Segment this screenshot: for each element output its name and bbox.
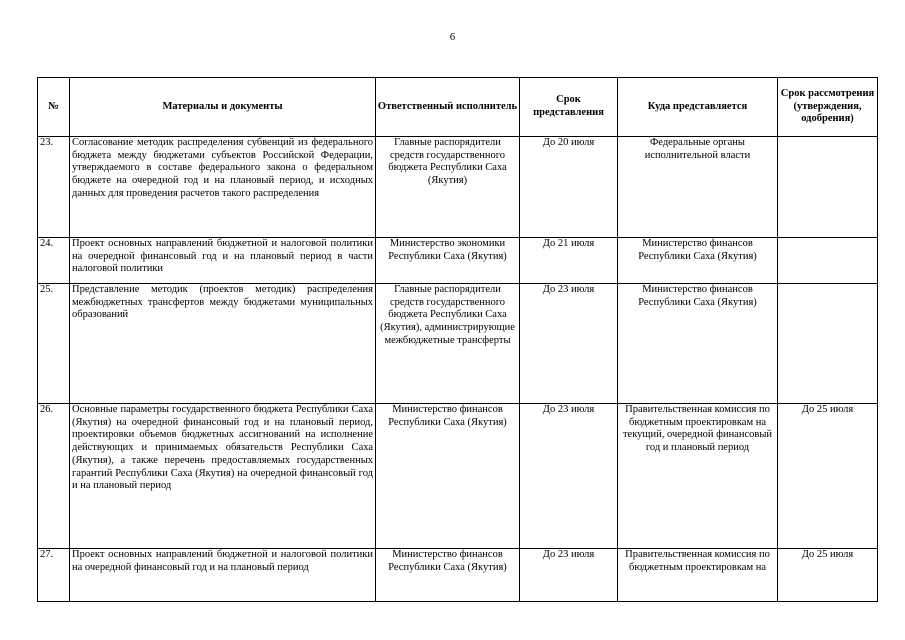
table-row xyxy=(38,238,878,284)
row-responsible: Министерство экономики Республики Саха (Якутия) xyxy=(376,238,520,284)
header-responsible: Ответственный исполнитель xyxy=(376,78,520,137)
row-responsible: Министерство финансов Республики Саха (Якутия) xyxy=(376,404,520,549)
table-row xyxy=(38,284,878,404)
table-header-row xyxy=(38,78,878,137)
table-row xyxy=(38,549,878,602)
table-row xyxy=(38,137,878,238)
row-destination: Федеральные органы исполнительной власти xyxy=(618,137,778,238)
row-destination: Министерство финансов Республики Саха (Якутия) xyxy=(618,238,778,284)
row-deadline: До 23 июля xyxy=(520,549,618,602)
row-review xyxy=(778,137,878,238)
row-number: 26. xyxy=(38,404,70,549)
row-number: 24. xyxy=(38,238,70,284)
row-deadline: До 21 июля xyxy=(520,238,618,284)
row-responsible: Министерство финансов Республики Саха (Якутия) xyxy=(376,549,520,602)
row-number: 23. xyxy=(38,137,70,238)
row-deadline: До 23 июля xyxy=(520,284,618,404)
page-number: 6 xyxy=(449,32,456,43)
budget-schedule-table xyxy=(37,77,878,602)
header-materials: Материалы и документы xyxy=(70,78,376,137)
row-review: До 25 июля xyxy=(778,549,878,602)
row-destination: Правительственная комиссия по бюджетным проектировкам на текущий, очередной финансовый год и плановый период xyxy=(618,404,778,549)
row-materials: Согласование методик распределения субвенций из федерального бюджета между бюджетами субъектов Российской Федерации, утверждаемого в составе федерального закона о федеральном бюджете на очередной год и на плановый период, и исходных данных для проведения расчетов такого распределения xyxy=(70,137,376,238)
row-deadline: До 20 июля xyxy=(520,137,618,238)
row-materials: Проект основных направлений бюджетной и налоговой политики на очередной финансовый год и на плановый период xyxy=(70,549,376,602)
row-number: 27. xyxy=(38,549,70,602)
header-deadline: Срок представления xyxy=(520,78,618,137)
row-materials: Основные параметры государственного бюджета Республики Саха (Якутия) на очередной финансовый год и на плановый период, проектировки объемов бюджетных ассигнований на исполнение действующих и принимаемых обязательств Республики Саха (Якутия), а также перечень предоставляемых государственных гарантий Республики Саха (Якутия) на очередной финансовый год и на плановый период xyxy=(70,404,376,549)
row-destination: Правительственная комиссия по бюджетным проектировкам на xyxy=(618,549,778,602)
row-materials: Представление методик (проектов методик) распределения межбюджетных трансфертов между бюджетами муниципальных образований xyxy=(70,284,376,404)
row-review xyxy=(778,238,878,284)
header-destination: Куда представляется xyxy=(618,78,778,137)
row-responsible: Главные распорядители средств государственного бюджета Республики Саха (Якутия), администрирующие межбюджетные трансферты xyxy=(376,284,520,404)
row-responsible: Главные распорядители средств государственного бюджета Республики Саха (Якутия) xyxy=(376,137,520,238)
row-materials: Проект основных направлений бюджетной и налоговой политики на очередной финансовый год и на плановый период в части налоговой политики xyxy=(70,238,376,284)
row-number: 25. xyxy=(38,284,70,404)
header-review: Срок рассмотрения (утверждения, одобрения) xyxy=(778,78,878,137)
row-review: До 25 июля xyxy=(778,404,878,549)
header-num: № xyxy=(38,78,70,137)
row-review xyxy=(778,284,878,404)
row-destination: Министерство финансов Республики Саха (Якутия) xyxy=(618,284,778,404)
table-row xyxy=(38,404,878,549)
row-deadline: До 23 июля xyxy=(520,404,618,549)
